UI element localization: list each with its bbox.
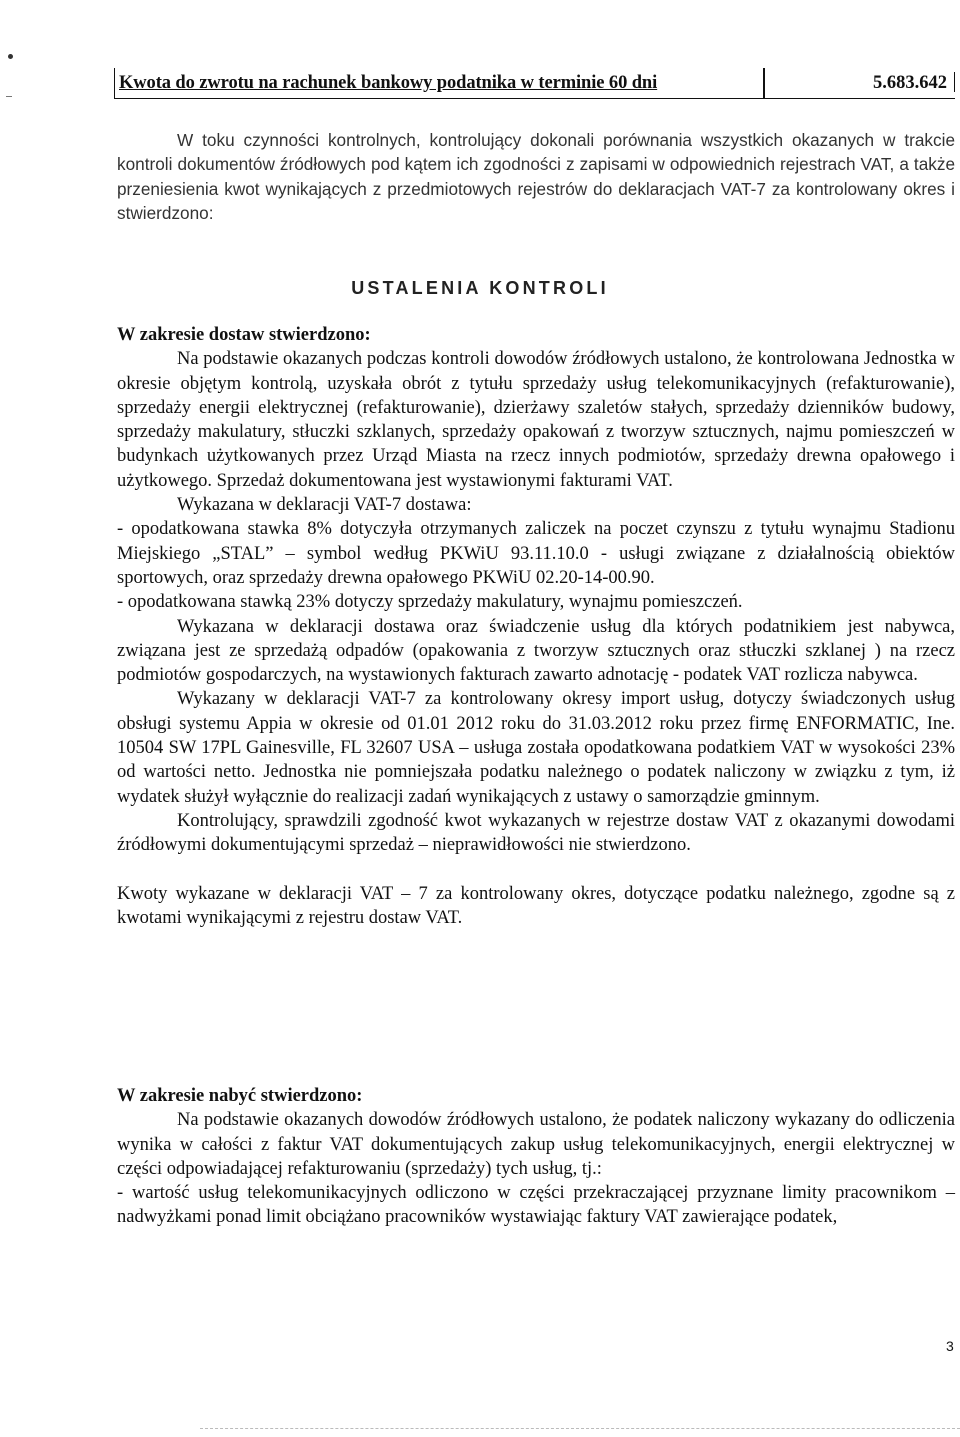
paragraph: Wykazany w deklaracji VAT-7 za kontrolowany okresy import usług, dotyczy świadczonych usług obsługi systemu Appia w okresie od 01.01 2012 roku do 31.03.2012 roku przez firmę ENFORMATIC, Ine. 10504 SW 17PL Gainesville, FL 32607 USA – usługa została opodatkowana podatkiem VAT w wysokości 23% od wartości netto. Jednostka nie pomniejszała podatku należnego o podatek naliczony w związku z tym, iż wydatek służył wyłącznie do realizacji zadań wynikających z ustawy o samorządzie gminnym. [117, 689, 955, 807]
intro-block [117, 128, 955, 225]
section-title-nabycia: W zakresie nabyć stwierdzono: [117, 1086, 363, 1106]
header-box [114, 68, 955, 99]
section-nabycia [117, 1084, 955, 1230]
intro-paragraph: W toku czynności kontrolnych, kontrolujący dokonali porównania wszystkich okazanych w trakcie kontroli dokumentów źródłowych pod kątem ich zgodności z zapisami w odpowiednich rejestrach VAT, a także przeniesienia kwot wynikających z przedmiotowych rejestrów do deklaracjach VAT-7 za kontrolowany okres i stwierdzono: [117, 130, 955, 223]
paragraph: Kontrolujący, sprawdzili zgodność kwot wykazanych w rejestrze dostaw VAT z okazanymi dowodami źródłowymi dokumentującymi sprzedaż – nieprawidłowości nie stwierdzono. [117, 810, 955, 856]
header-title: Kwota do zwrotu na rachunek bankowy podatnika w terminie 60 dni [119, 73, 658, 93]
paragraph: Na podstawie okazanych podczas kontroli dowodów źródłowych ustalono, że kontrolowana Jednostka w okresie objętym kontrolą, uzyskała obrót z tytułu sprzedaży usług telekomunikacyjnych (refakturowanie), sprzedaży energii elektrycznej (refakturowanie), dzierżawy szaletów stałych, sprzedaży dzienników budowy, sprzedaży makulatury, stłuczki szklanych, sprzedaży opakowań z tworzyw sztucznych, najmu pomieszczeń w budynkach użytkowanych przez Urząd Miasta na rzecz innych podmiotów, sprzedaży drewna opałowego i użytkowego. Sprzedaż dokumentowana jest wystawionymi fakturami VAT. [117, 349, 955, 491]
paragraph: Wykazana w deklaracji dostawa oraz świadczenie usług dla których podatnikiem jest nabywca, związana jest ze sprzedażą odpadów (opakowania z tworzyw sztucznych oraz stłuczki szklanej ) na rzecz podmiotów gospodarczych, na wystawionych fakturach zawarto adnotację - podatek VAT rozlicza nabywca. [117, 616, 955, 686]
section-heading: USTALENIA KONTROLI [351, 278, 609, 298]
paragraph: - opodatkowana stawka 8% dotyczyła otrzymanych zaliczek na poczet czynszu z tytułu wynajmu Stadionu Miejskiego „STAL” – symbol według PKWiU 93.11.10.0 - usługi związane z działalnością obiektów sportowych, oraz sprzedaży drewna opałowego PKWiU 02.20-14-00.90. [117, 519, 955, 588]
section-dostawy [117, 323, 955, 930]
paragraph: Wykazana w deklaracji VAT-7 dostawa: [177, 495, 472, 516]
scan-speck [8, 54, 13, 59]
paragraph: Kwoty wykazane w deklaracji VAT – 7 za kontrolowany okres, dotyczące podatku należnego, zgodne są z kwotami wynikającymi z rejestru dostaw VAT. [117, 883, 955, 928]
page-number: 3 [946, 1338, 954, 1354]
scan-edge [200, 1428, 960, 1431]
header-separator [763, 68, 765, 98]
header-amount: 5.683.642 [873, 73, 947, 93]
paragraph: - wartość usług telekomunikacyjnych odliczono w części przekraczającej przyznane limity pracownikom – nadwyżkami ponad limit obciążano pracowników wystawiając faktury VAT zawierające podatek, [117, 1183, 955, 1228]
section-title-dostawy: W zakresie dostaw stwierdzono: [117, 325, 371, 345]
header-end-line [954, 72, 956, 92]
paragraph: - opodatkowana stawką 23% dotyczy sprzedaży makulatury, wynajmu pomieszczeń. [117, 592, 743, 613]
scan-speck [6, 96, 12, 97]
paragraph: Na podstawie okazanych dowodów źródłowych ustalono, że podatek naliczony wykazany do odliczenia wynika w całości z faktur VAT dokumentujących zakup usług telekomunikacyjnych, energii elektrycznej w części odpowiadającej refakturowaniu (sprzedaży) tych usług, tj.: [117, 1110, 955, 1179]
